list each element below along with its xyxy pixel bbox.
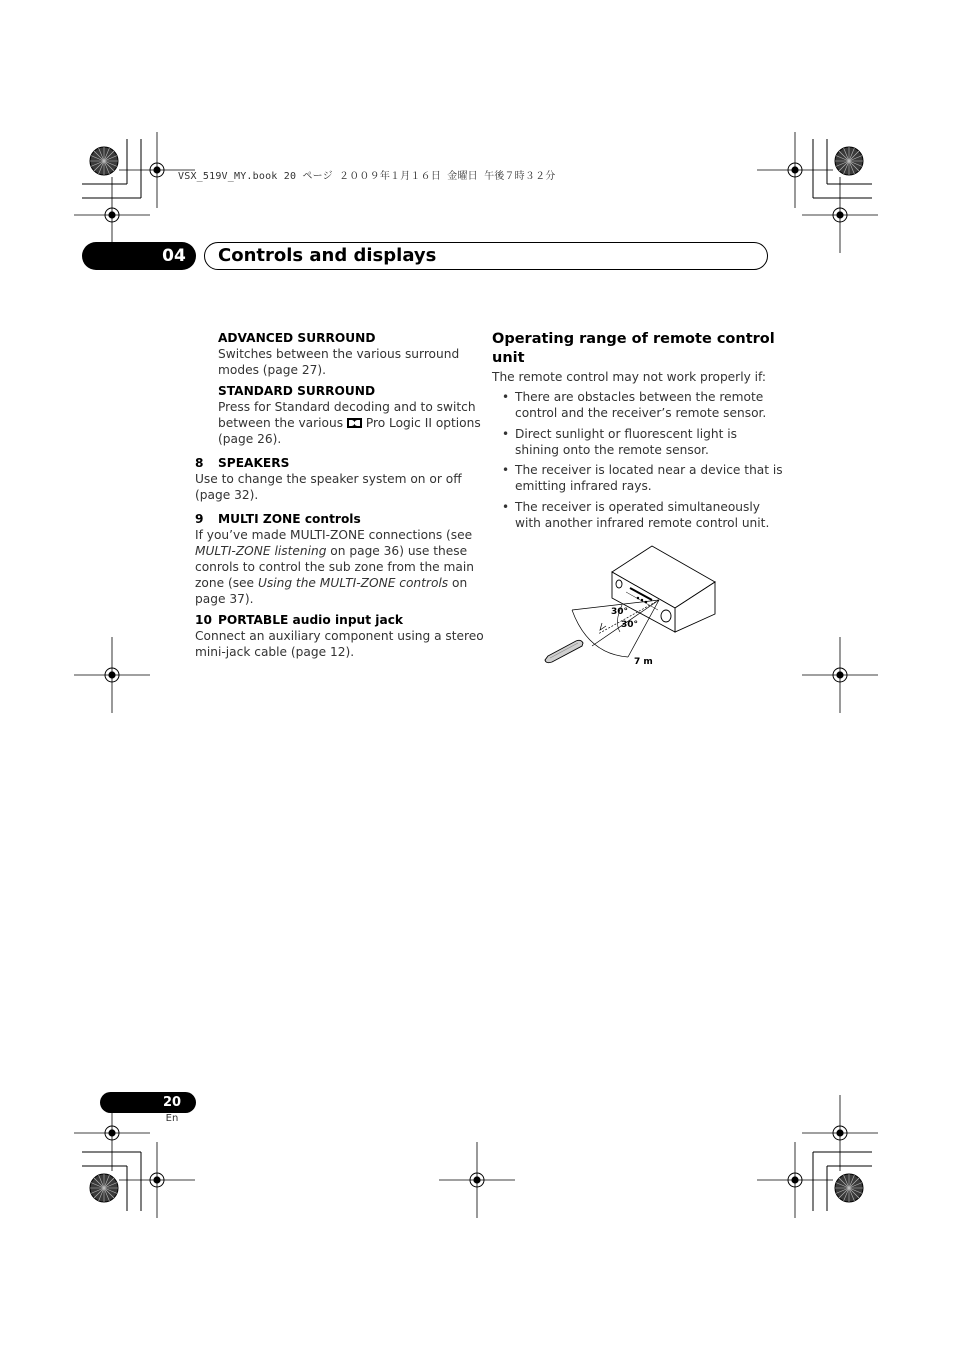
bullet-line: The receiver is located near a device that is xyxy=(515,463,783,477)
item-number: 8 xyxy=(195,456,204,470)
registration-target-icon xyxy=(757,1142,833,1218)
remote-control-illustration xyxy=(545,640,583,662)
bullet-line: There are obstacles between the remote xyxy=(515,390,764,404)
bullet-line: Direct sunlight or fluorescent light is xyxy=(515,427,738,441)
bullet-icon: • xyxy=(502,427,510,441)
bullet-icon: • xyxy=(502,500,510,514)
chapter-title: Controls and displays xyxy=(218,245,437,266)
item-number: 9 xyxy=(195,512,204,526)
standard-surround-line: Press for Standard decoding and to switch xyxy=(218,400,476,414)
registration-target-icon xyxy=(74,637,150,713)
multi-zone-line: page 37). xyxy=(195,592,254,606)
remote-range-diagram xyxy=(540,542,725,672)
dolby-logo-icon xyxy=(347,418,362,428)
multi-zone-line: conrols to control the sub zone from the main xyxy=(195,560,474,574)
portable-heading: PORTABLE audio input jack xyxy=(218,613,404,627)
advanced-surround-heading: ADVANCED SURROUND xyxy=(218,331,376,345)
bullet-line: emitting infrared rays. xyxy=(515,479,652,493)
standard-surround-line: (page 26). xyxy=(218,432,282,446)
color-bar-icon xyxy=(90,147,118,175)
registration-target-icon xyxy=(802,637,878,713)
bullet-line: shining onto the remote sensor. xyxy=(515,443,709,457)
multi-zone-line xyxy=(195,543,467,559)
multi-zone-line xyxy=(195,575,467,591)
multi-zone-line: If you’ve made MULTI-ZONE connections (see xyxy=(195,528,473,542)
standard-surround-text: between the various xyxy=(218,416,344,430)
portable-line: Connect an auxiliary component using a stereo xyxy=(195,629,484,643)
angle-label-upper: 30° xyxy=(611,607,629,617)
multi-zone-text: zone (see xyxy=(195,576,258,590)
color-bar-icon xyxy=(835,1174,863,1202)
chapter-number: 04 xyxy=(162,246,186,266)
speakers-line: (page 32). xyxy=(195,488,259,502)
advanced-surround-line: Switches between the various surround xyxy=(218,347,460,361)
angle-label-lower: 30° xyxy=(621,620,639,630)
standard-surround-text: Pro Logic II options xyxy=(365,416,481,430)
section-heading: Operating range of remote control xyxy=(492,331,775,347)
multi-zone-listening-link: MULTI-ZONE listening xyxy=(195,544,327,558)
bullet-icon: • xyxy=(502,390,510,404)
color-bar-icon xyxy=(835,147,863,175)
multi-zone-heading: MULTI ZONE controls xyxy=(218,512,361,526)
standard-surround-line xyxy=(218,415,481,431)
registration-target-icon xyxy=(439,1142,515,1218)
page-language: En xyxy=(165,1113,179,1124)
section-heading: unit xyxy=(492,350,525,366)
print-header: VSX_519V_MY.book 20 ページ ２００９年１月１６日 金曜日 午後７時３２分 xyxy=(178,171,556,182)
multi-zone-controls-link: Using the MULTI-ZONE controls xyxy=(257,576,449,590)
intro-text: The remote control may not work properly if: xyxy=(492,370,767,384)
multi-zone-text: on page 36) use these xyxy=(326,544,468,558)
speakers-heading: SPEAKERS xyxy=(218,456,290,470)
bullet-icon: • xyxy=(502,463,510,477)
item-number: 10 xyxy=(195,613,212,627)
bullet-line: control and the receiver’s remote sensor. xyxy=(515,406,767,420)
registration-target-icon xyxy=(757,132,833,208)
speakers-line: Use to change the speaker system on or off xyxy=(195,472,462,486)
page-number: 20 xyxy=(162,1095,182,1110)
portable-line: mini-jack cable (page 12). xyxy=(195,645,355,659)
advanced-surround-line: modes (page 27). xyxy=(218,363,326,377)
standard-surround-heading: STANDARD SURROUND xyxy=(218,384,376,398)
multi-zone-text: on xyxy=(448,576,468,590)
bullet-line: with another infrared remote control unit. xyxy=(515,516,770,530)
distance-label: 7 m xyxy=(634,657,653,667)
bullet-line: The receiver is operated simultaneously xyxy=(515,500,760,514)
registration-target-icon xyxy=(119,1142,195,1218)
color-bar-icon xyxy=(90,1174,118,1202)
